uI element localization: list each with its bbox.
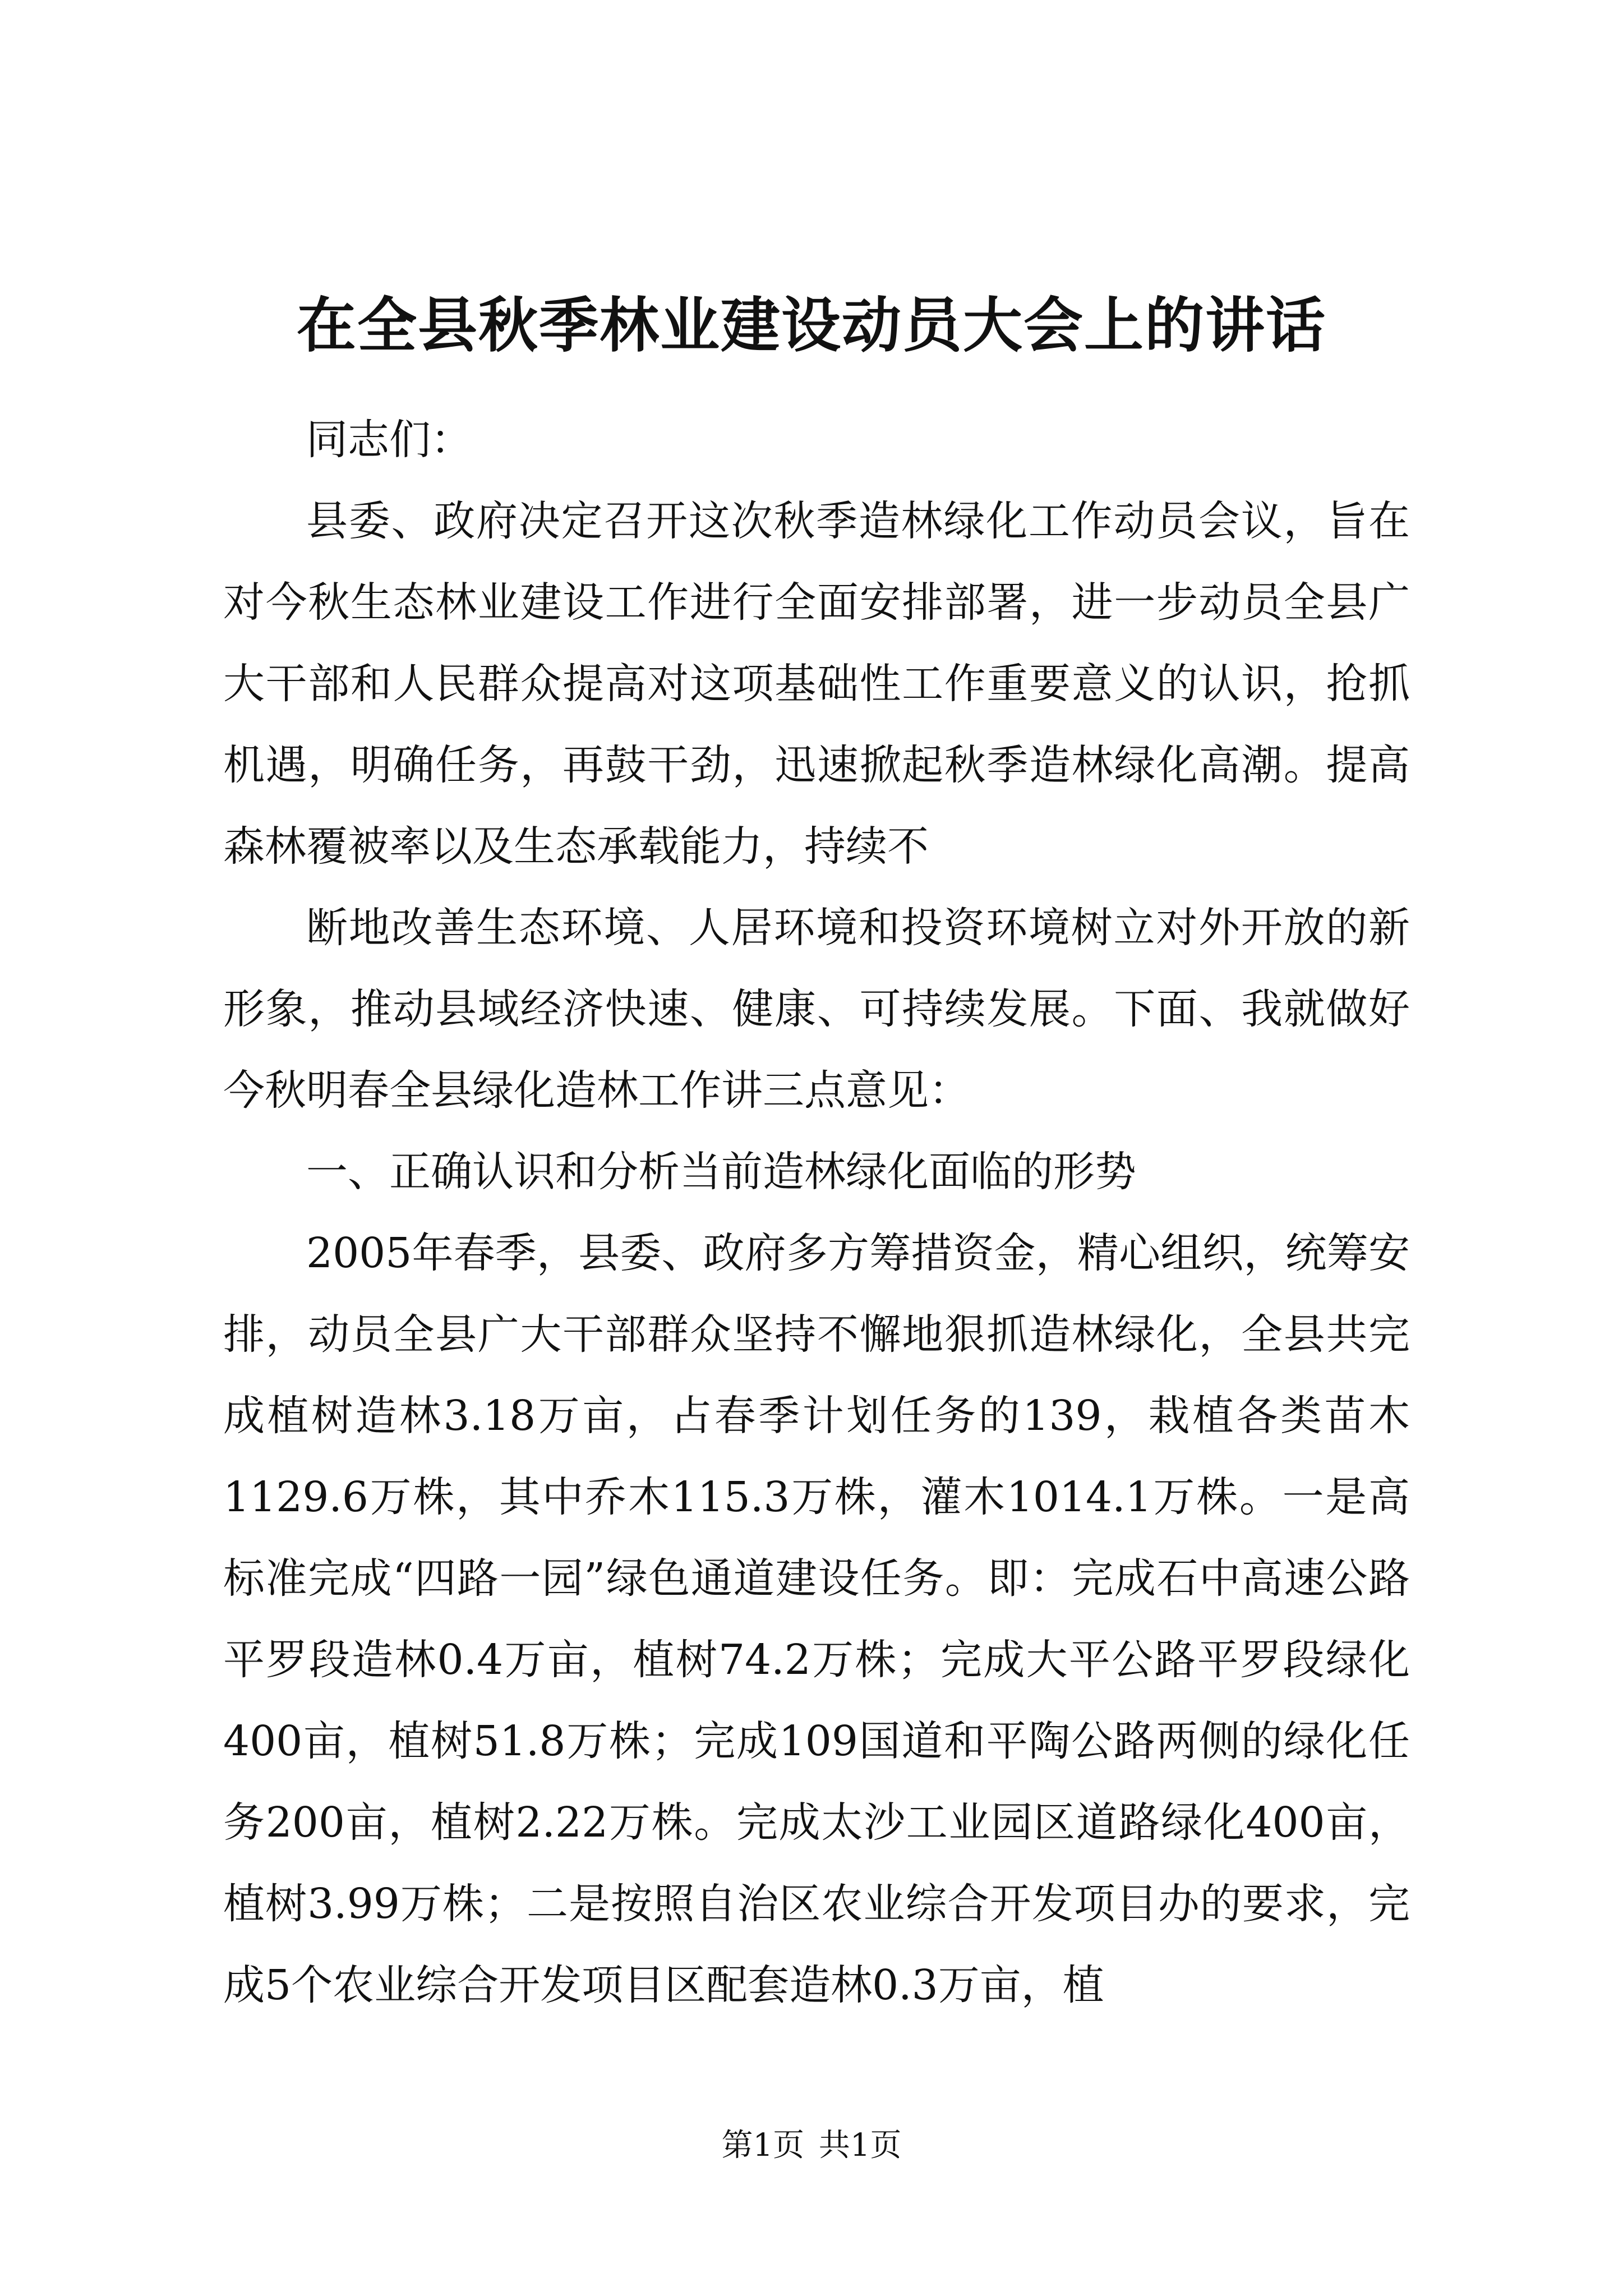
document-title: 在全县秋季林业建设动员大会上的讲话 [297,290,1326,360]
page-total: 共1页 [818,2127,902,2164]
salutation: 同志们： [306,416,472,464]
document-body [223,399,1410,2026]
page-number: 第1页 [721,2127,805,2164]
page-footer [0,2126,1623,2165]
paragraph: 2005年春季，县委、政府多方筹措资金，精心组织，统筹安排，动员全县广大干部群众坚持不懈地狠抓造林绿化，全县共完成植树造林3.18万亩，占春季计划任务的139，栽植各类苗木1129.6万株，其中乔木115.3万株，灌木1014.1万株。一是高标准完成“四路一园”绿色通道建设任务。即：完成石中高速公路平罗段造林0.4万亩，植树74.2万株；完成大平公路平罗段绿化400亩，植树51.8万株；完成109国道和平陶公路两侧的绿化任务200亩，植树2.22万株。完成太沙工业园区道路绿化400亩，植树3.99万株；二是按照自治区农业综合开发项目办的要求，完成5个农业综合开发项目区配套造林0.3万亩，植 [223,1229,1410,2009]
paragraph: 县委、政府决定召开这次秋季造林绿化工作动员会议，旨在对今秋生态林业建设工作进行全面安排部署，进一步动员全县广大干部和人民群众提高对这项基础性工作重要意义的认识，抢抓机遇，明确任务，再鼓干劲，迅速掀起秋季造林绿化高潮。提高森林覆被率以及生态承载能力，持续不 [223,497,1410,871]
paragraph: 断地改善生态环境、人居环境和投资环境树立对外开放的新形象，推动县域经济快速、健康、可持续发展。下面、我就做好今秋明春全县绿化造林工作讲三点意见： [223,904,1410,1115]
section-heading: 一、正确认识和分析当前造林绿化面临的形势 [306,1148,1136,1196]
